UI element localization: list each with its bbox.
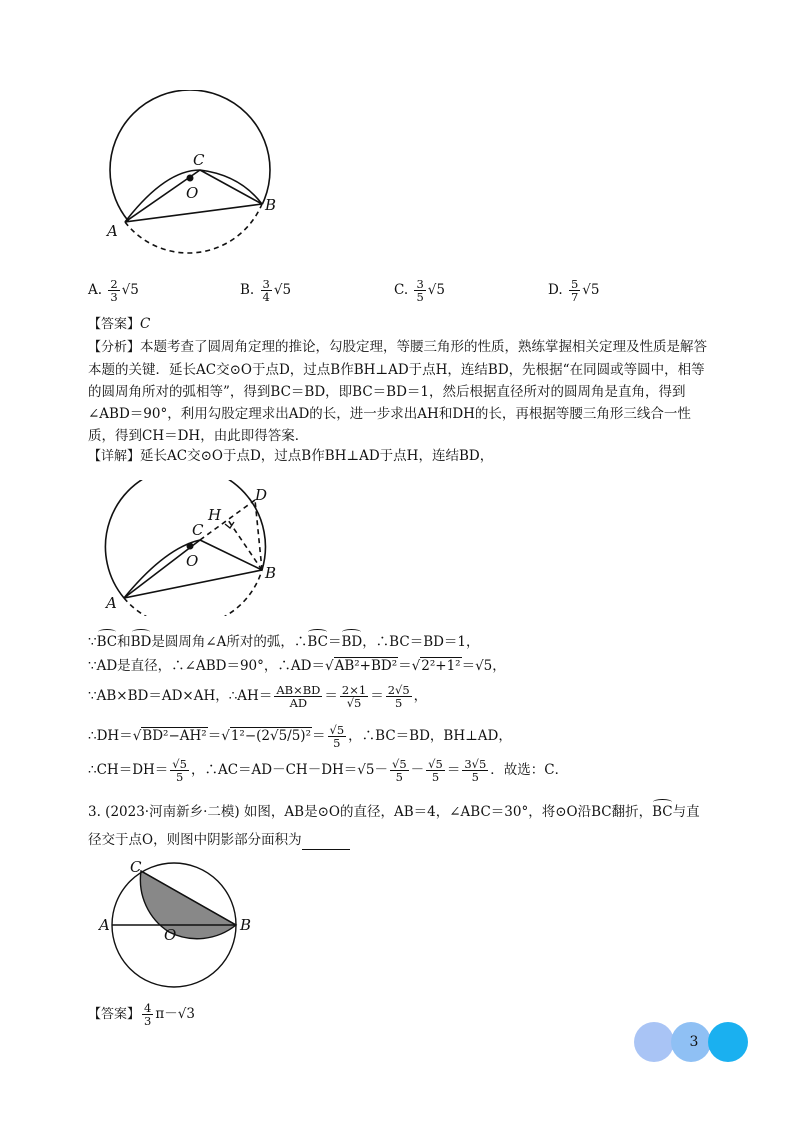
question-3-line-2: 径交于点O，则图中阴影部分面积为 — [88, 830, 350, 850]
analysis-paragraph: 【分析】本题考查了圆周角定理的推论，勾股定理，等腰三角形的性质，熟练掌握相关定理及性质是解答本题的关键．延长AC交⊙O于点D，过点B作BH⊥AD于点H，连结BD，先根据“在同圆或等圆中，相等的圆周角所对的弧相等”，得到BC＝BD，即BC＝BD＝1，然后根据直径所对的圆周角是直角，得到∠ABD＝90°，利用勾股定理求出AD的长，进一步求出AH和DH的长，再根据等腰三角形三线合一性质，得到CH＝DH，由此即得答案． — [88, 339, 708, 444]
label-b-3: B — [240, 916, 252, 934]
answer-blank[interactable] — [302, 835, 350, 850]
label-a-3: A — [99, 916, 110, 934]
option-c: C. $\frac{3}{5}$ √5 — [394, 277, 445, 304]
solution-line-1: ∵BC和BD是圆周角∠A所对的弧，∴BC＝BD，∴BC＝BD＝1， — [88, 634, 480, 650]
option-a: A. $\frac{2}{3}$ √5 — [88, 277, 139, 304]
label-a: A — [107, 222, 118, 240]
badge-circle-right — [708, 1022, 748, 1062]
page-number-badge — [634, 1022, 748, 1062]
label-c-2: C — [192, 521, 204, 539]
label-a-2: A — [106, 594, 117, 612]
shaded-region — [140, 871, 236, 939]
label-d: D — [255, 486, 268, 504]
diagram-fold — [98, 852, 266, 1008]
diagram-circle-1 — [100, 90, 300, 270]
label-o-2: O — [186, 552, 199, 570]
detail-line: 【详解】延长AC交⊙O于点D，过点B作BH⊥AD于点H，连结BD， — [88, 448, 494, 464]
label-c: C — [193, 151, 205, 169]
solution-line-5: ∴CH＝DH＝ $\frac{√5}{5}$ ，∴AC＝AD－CH－DH＝√5－ $\frac{√5}{5}$ － $\frac{√5}{5}$ ＝ $\frac{3√5}{5}$ ．故选：C． — [88, 757, 569, 784]
solution-line-2: ∵AD是直径，∴∠ABD＝90°，∴AD＝√AB²+BD²＝√2²+1²＝√5， — [88, 658, 506, 674]
solution-line-4: ∴DH＝√BD²−AH²＝√1²−(2√5/5)²＝ $\frac{√5}{5}$ ，∴BC＝BD，BH⊥AD， — [88, 723, 512, 750]
label-h: H — [208, 506, 222, 524]
question-3-line-1: 3. (2023·河南新乡·二模) 如图，AB是⊙O的直径，AB＝4，∠ABC＝30°，将⊙O沿BC翻折，BC与直 — [88, 804, 700, 820]
diagram-circle-2 — [100, 480, 300, 616]
badge-circle-left — [634, 1022, 674, 1062]
answer-3: 【答案】 $\frac{4}{3}$ π－√3 — [88, 1001, 195, 1028]
label-c-3: C — [130, 858, 142, 876]
label-o-3: O — [164, 926, 177, 944]
option-d: D. $\frac{5}{7}$ √5 — [548, 277, 600, 304]
answer-1: 【答案】C — [88, 316, 151, 332]
option-b: B. $\frac{3}{4}$ √5 — [240, 277, 292, 304]
label-o: O — [186, 184, 199, 202]
solution-line-3: ∵AB×BD＝AD×AH，∴AH＝ $\frac{AB\times BD}{AD}$ ＝ $\frac{2\times 1}{√5}$ ＝ $\frac{2√5}{5}$ ， — [88, 683, 428, 710]
label-b-2: B — [265, 564, 277, 582]
center-point — [187, 175, 194, 182]
label-b: B — [265, 196, 277, 214]
page-number: 3 — [689, 1034, 699, 1050]
